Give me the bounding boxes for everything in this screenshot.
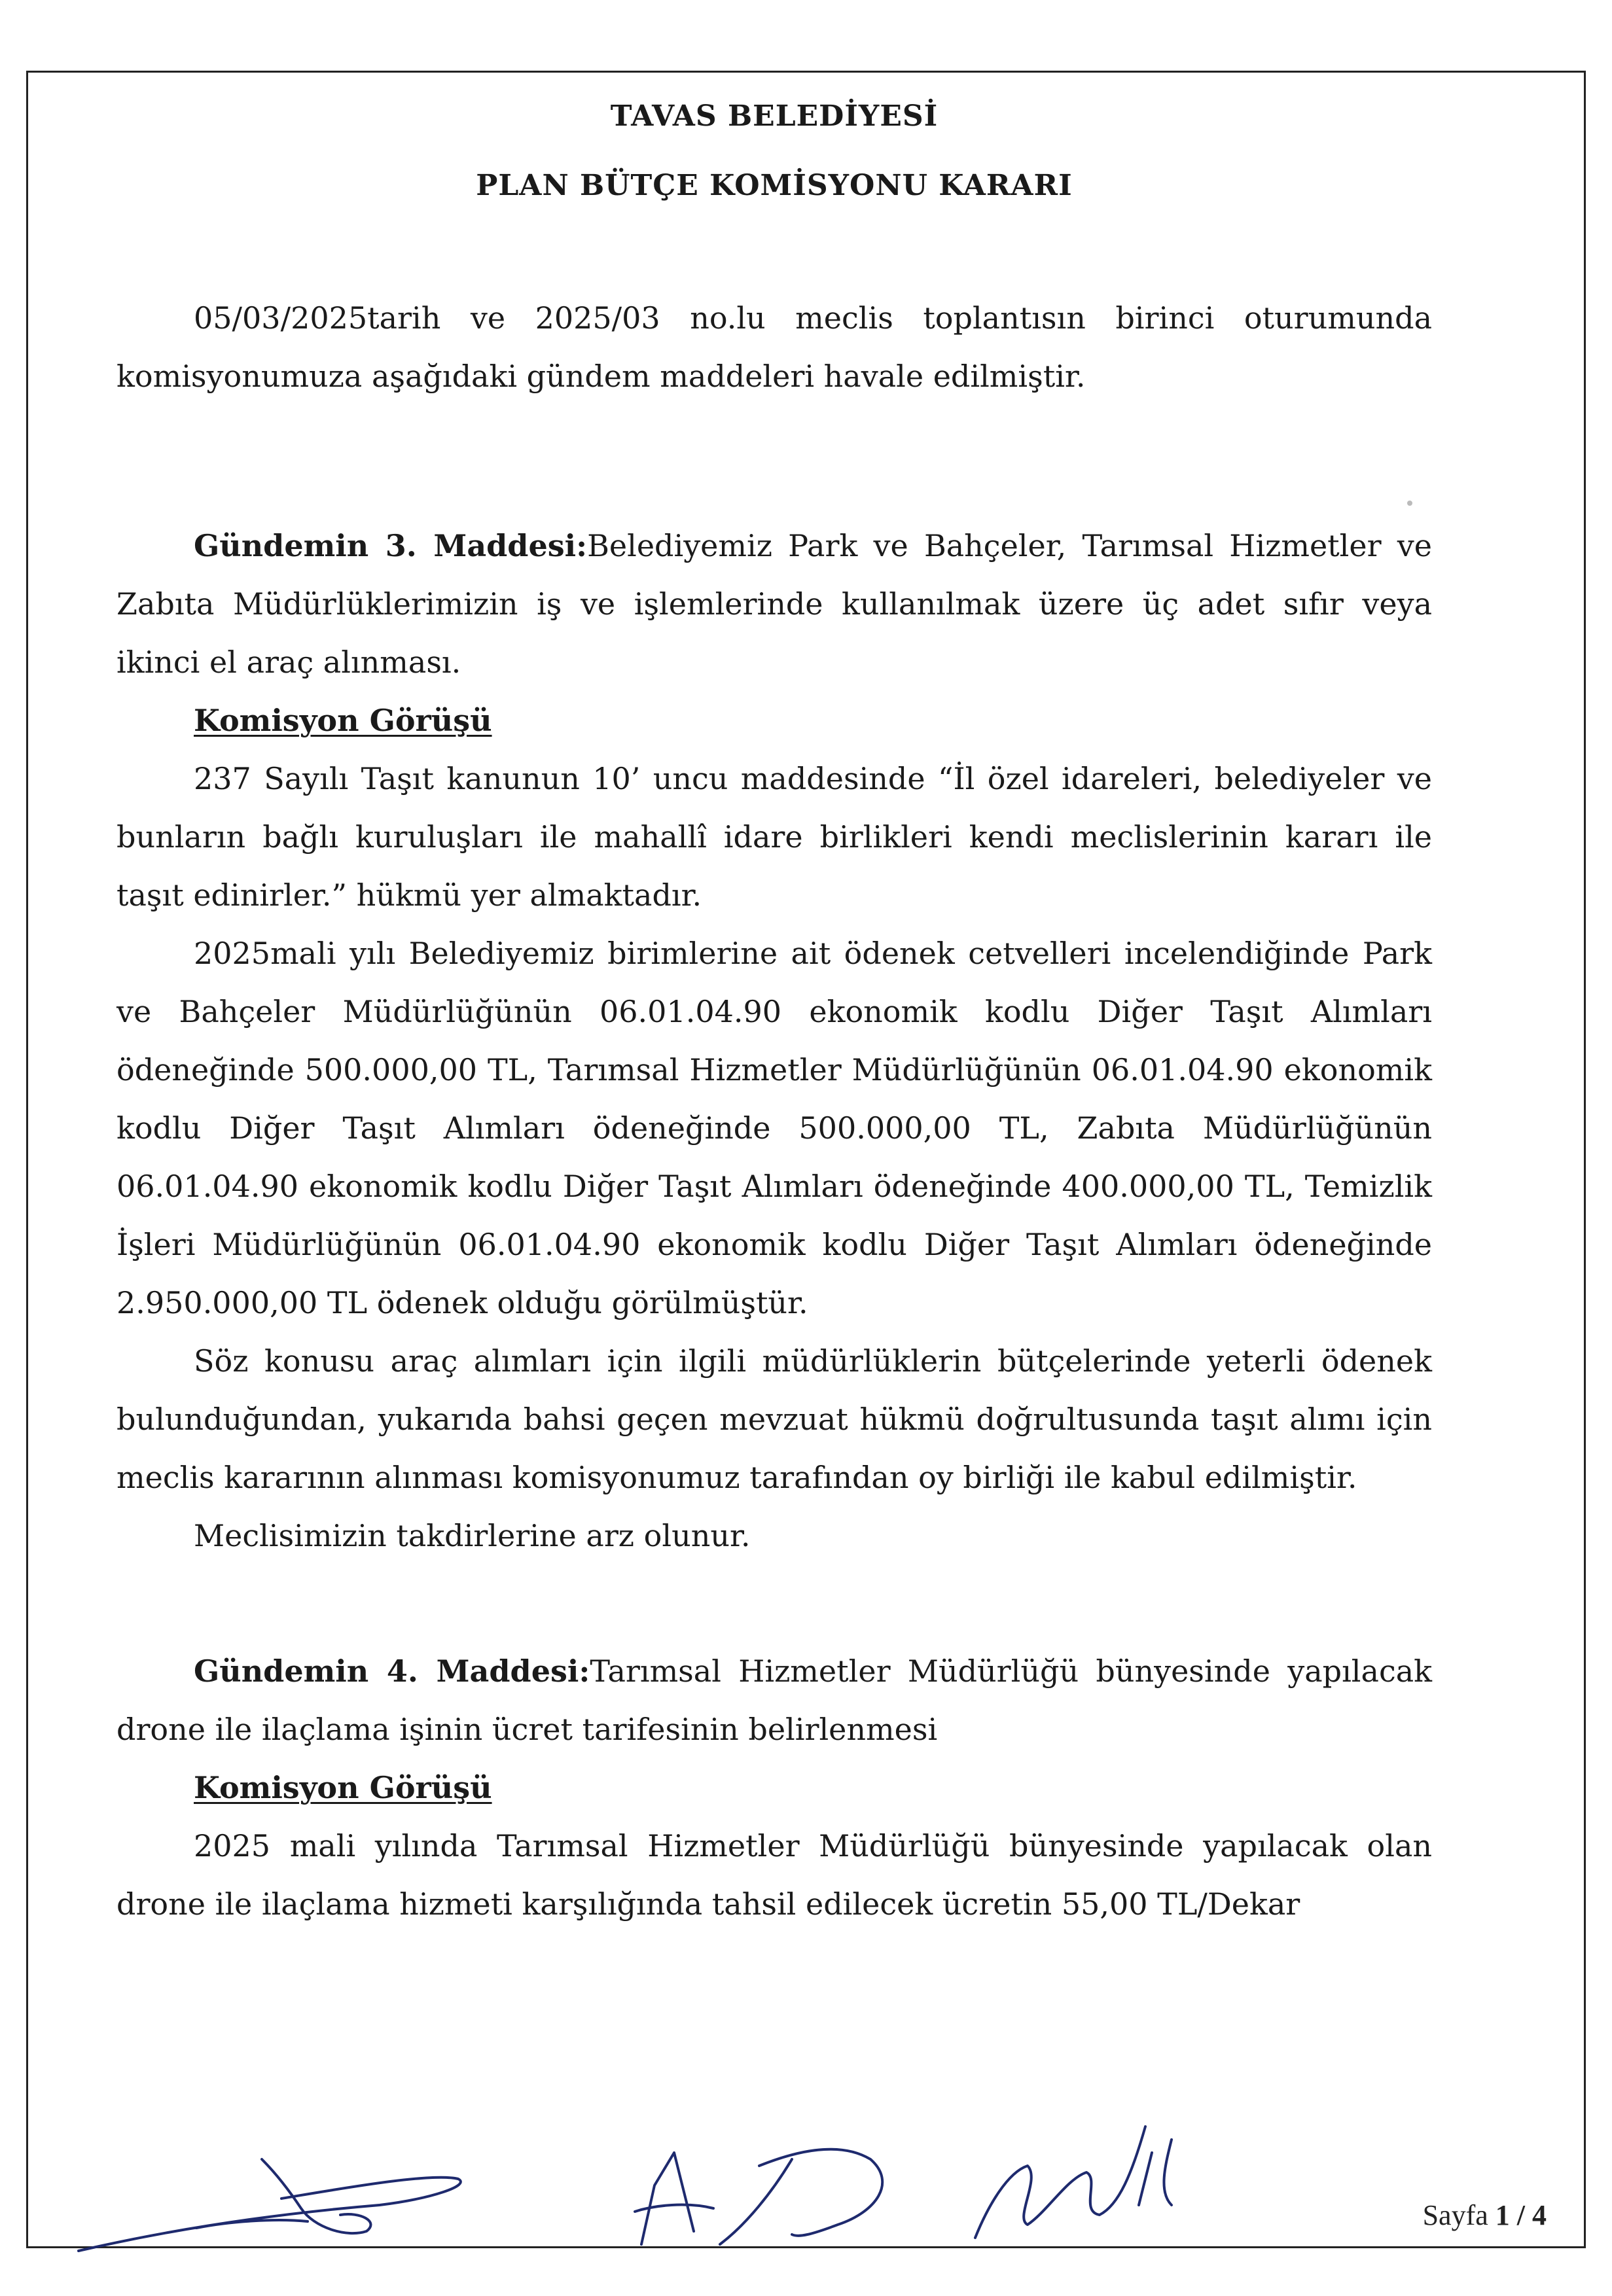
agenda-item-3-label: Gündemin 3. Maddesi: (194, 528, 588, 563)
document-body (116, 98, 1432, 1934)
municipality-title: TAVAS BELEDİYESİ (610, 99, 939, 133)
agenda-item-4-label: Gündemin 4. Maddesi: (194, 1653, 590, 1689)
opinion-4-paragraph-1: 2025 mali yılında Tarımsal Hizmetler Müdürlüğü bünyesinde yapılacak olan drone ile ilaçlama hizmeti karşılığında tahsil edilecek ücretin 55,00 TL/Dekar (116, 1828, 1432, 1922)
signatures (65, 2074, 1217, 2270)
intro-paragraph: 05/03/2025tarih ve 2025/03 no.lu meclis toplantısın birinci oturumunda komisyonumuza aşağıdaki gündem maddeleri havale edilmiştir. (116, 300, 1432, 394)
scan-artifact (1407, 501, 1412, 506)
opinion-3-paragraph-4: Meclisimizin takdirlerine arz olunur. (194, 1518, 751, 1553)
signature-2 (635, 2149, 882, 2244)
agenda-item-4 (116, 1642, 1432, 1759)
agenda-item-4-text: Tarımsal Hizmetler Müdürlüğü bünyesinde yapılacak drone ile ilaçlama işinin ücret tarifesinin belirlenmesi (116, 1653, 1433, 1747)
opinion-3-paragraph-2: 2025mali yılı Belediyemiz birimlerine ait ödenek cetvelleri incelendiğinde Park ve Bahçeler Müdürlüğünün 06.01.04.90 ekonomik kodlu Diğer Taşıt Alımları ödeneğinde 500.000,00 TL, Tarımsal Hizmetler Müdürlüğünün 06.01.04.90 ekonomik kodlu Diğer Taşıt Alımları ödeneğinde 500.000,00 TL, Zabıta Müdürlüğünün 06.01.04.90 ekonomik kodlu Diğer Taşıt Alımları ödeneğinde 400.000,00 TL, Temizlik İşleri Müdürlüğünün 06.01.04.90 ekonomik kodlu Diğer Taşıt Alımları ödeneğinde 2.950.000,00 TL ödenek olduğu görülmüştür. (116, 936, 1432, 1320)
agenda-item-3-text: Belediyemiz Park ve Bahçeler, Tarımsal Hizmetler ve Zabıta Müdürlüklerimizin iş ve işlemlerinde kullanılmak üzere üç adet sıfır veya ikinci el araç alınması. (116, 528, 1432, 680)
agenda-item-3 (116, 517, 1432, 692)
opinion-3-paragraph-3: Söz konusu araç alımları için ilgili müdürlüklerin bütçelerinde yeterli ödenek bulunduğundan, yukarıda bahsi geçen mevzuat hükmü doğrultusunda taşıt alımı için meclis kararının alınması komisyonumuz tarafından oy birliği ile kabul edilmiştir. (116, 1343, 1432, 1495)
signature-3 (975, 2127, 1172, 2238)
commission-opinion-heading-4: Komisyon Görüşü (194, 1770, 492, 1805)
page-number: Sayfa 1 / 4 (1422, 2199, 1547, 2231)
signature-1 (79, 2159, 461, 2251)
decision-title: PLAN BÜTÇE KOMİSYONU KARARI (476, 169, 1073, 202)
opinion-3-paragraph-1: 237 Sayılı Taşıt kanunun 10’ uncu maddesinde “İl özel idareleri, belediyeler ve bunların bağlı kuruluşları ile mahallî idare birlikleri kendi meclislerinin kararı ile taşıt edinirler.” hükmü yer almaktadır. (116, 761, 1432, 913)
commission-opinion-heading-3: Komisyon Görüşü (194, 703, 492, 738)
